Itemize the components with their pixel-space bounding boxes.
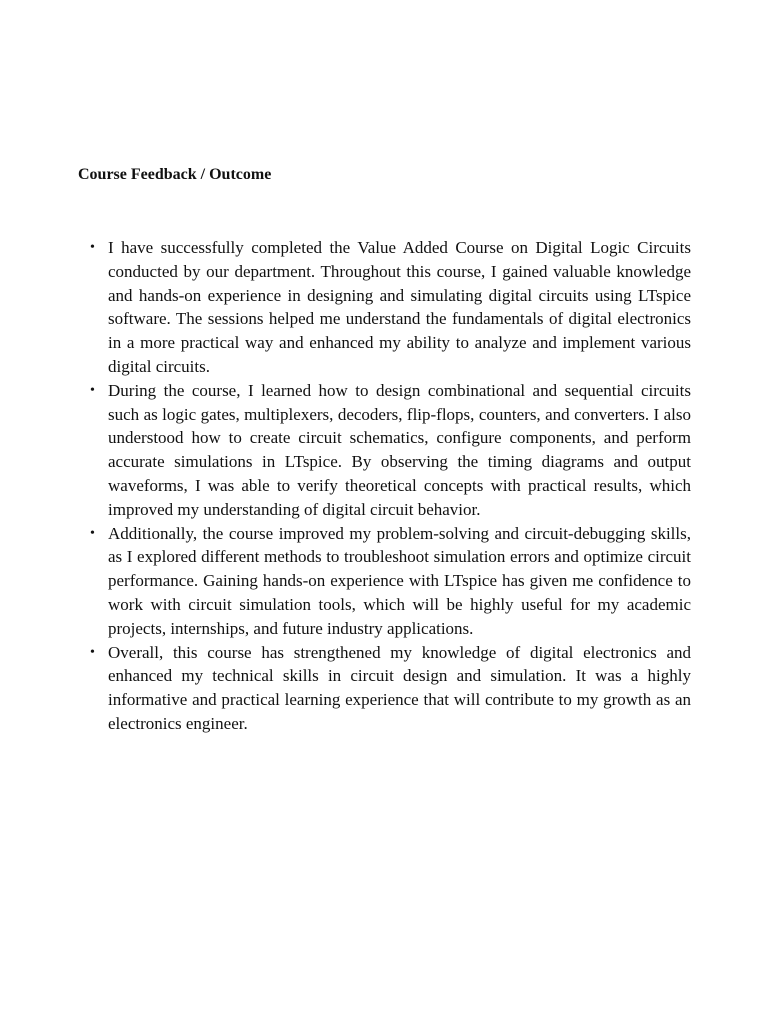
list-item <box>90 379 691 522</box>
bullet-icon: • <box>90 525 95 541</box>
bullet-icon: • <box>90 644 95 660</box>
page-title: Course Feedback / Outcome <box>78 166 272 183</box>
feedback-list <box>90 236 691 736</box>
list-item <box>90 522 691 641</box>
list-item-text: During the course, I learned how to design combinational and sequential circuits such as logic gates, multiplexers, decoders, flip-flops, counters, and converters. I also understood how to create circuit schematics, configure components, and perform accurate simulations in LTspice. By observing the timing diagrams and output waveforms, I was able to verify theoretical concepts with practical results, which improved my understanding of digital circuit behavior. <box>108 380 691 519</box>
list-item-text: Additionally, the course improved my problem-solving and circuit-debugging skills, as I explored different methods to troubleshoot simulation errors and optimize circuit performance. Gaining hands-on experience with LTspice has given me confidence to work with circuit simulation tools, which will be highly useful for my academic projects, internships, and future industry applications. <box>108 523 691 638</box>
bullet-icon: • <box>90 382 95 398</box>
list-item-text: I have successfully completed the Value Added Course on Digital Logic Circuits conducted by our department. Throughout this course, I gained valuable knowledge and hands-on experience in designing and simulating digital circuits using LTspice software. The sessions helped me understand the fundamentals of digital electronics in a more practical way and enhanced my ability to analyze and implement various digital circuits. <box>108 238 691 376</box>
list-item <box>90 236 691 379</box>
bullet-icon: • <box>90 240 95 255</box>
list-item <box>90 641 691 736</box>
list-item-text: Overall, this course has strengthened my knowledge of digital electronics and enhanced my technical skills in circuit design and simulation. It was a highly informative and practical learning experience that will contribute to my growth as an electronics engineer. <box>108 642 691 733</box>
